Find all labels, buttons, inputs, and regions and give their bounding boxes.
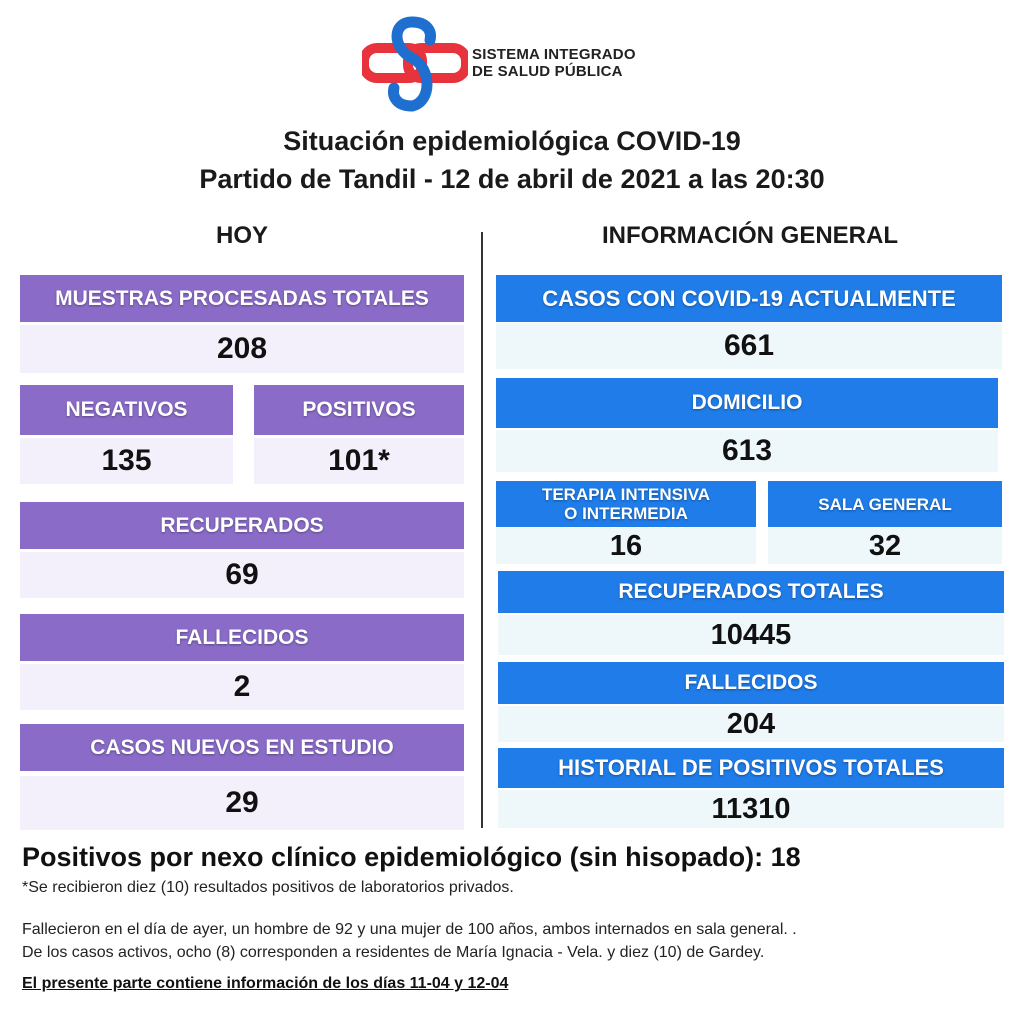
sisp-logo-icon xyxy=(362,14,468,114)
negativos-header: NEGATIVOS xyxy=(20,385,233,435)
fallecidos-totales-value: 204 xyxy=(498,706,1004,742)
historial-header: HISTORIAL DE POSITIVOS TOTALES xyxy=(498,748,1004,788)
logo-line-1: SISTEMA INTEGRADO xyxy=(472,46,636,63)
muestras-header: MUESTRAS PROCESADAS TOTALES xyxy=(20,275,464,322)
terapia-value: 16 xyxy=(496,528,756,564)
terapia-label-line-2: O INTERMEDIA xyxy=(564,504,688,523)
details-line-1: Fallecieron en el día de ayer, un hombre de 92 y una mujer de 100 años, ambos internados en sala general. . xyxy=(22,921,797,938)
positivos-header: POSITIVOS xyxy=(254,385,464,435)
negativos-value: 135 xyxy=(20,438,233,484)
sala-value: 32 xyxy=(768,528,1002,564)
terapia-label-line-1: TERAPIA INTENSIVA xyxy=(541,485,711,504)
recuperados-value: 69 xyxy=(20,552,464,598)
muestras-value: 208 xyxy=(20,325,464,373)
recuperados-header: RECUPERADOS xyxy=(20,502,464,549)
casos-value: 661 xyxy=(496,323,1002,369)
hoy-heading: HOY xyxy=(215,222,268,249)
nuevos-header: CASOS NUEVOS EN ESTUDIO xyxy=(20,724,464,771)
details-line-2: De los casos activos, ocho (8) corresponden a residentes de María Ignacia - Vela. y diez (10) de Gardey. xyxy=(22,944,765,961)
logo-text xyxy=(472,46,636,80)
historial-value: 11310 xyxy=(498,790,1004,828)
domicilio-value: 613 xyxy=(496,430,998,472)
page-subtitle: Partido de Tandil - 12 de abril de 2021 a las 20:30 xyxy=(199,164,825,194)
general-heading: INFORMACIÓN GENERAL xyxy=(602,222,898,249)
report-dates-note: El presente parte contiene información de los días 11-04 y 12-04 xyxy=(22,975,509,992)
logo-line-2: DE SALUD PÚBLICA xyxy=(472,63,623,80)
sala-header: SALA GENERAL xyxy=(768,481,1002,527)
fallecidos-value: 2 xyxy=(20,664,464,710)
recuperados-totales-value: 10445 xyxy=(498,615,1004,655)
casos-header: CASOS CON COVID-19 ACTUALMENTE xyxy=(496,275,1002,322)
fallecidos-header: FALLECIDOS xyxy=(20,614,464,661)
terapia-header xyxy=(496,481,756,527)
page-title: Situación epidemiológica COVID-19 xyxy=(283,126,741,156)
nexo-clinico-text: Positivos por nexo clínico epidemiológico (sin hisopado): 18 xyxy=(22,842,801,872)
fallecidos-totales-header: FALLECIDOS xyxy=(498,662,1004,704)
nuevos-value: 29 xyxy=(20,776,464,830)
domicilio-header: DOMICILIO xyxy=(496,378,998,428)
laboratorios-note: *Se recibieron diez (10) resultados positivos de laboratorios privados. xyxy=(22,879,514,896)
positivos-value: 101* xyxy=(254,438,464,484)
details-paragraph xyxy=(22,918,1012,964)
recuperados-totales-header: RECUPERADOS TOTALES xyxy=(498,571,1004,613)
column-divider xyxy=(481,232,483,828)
